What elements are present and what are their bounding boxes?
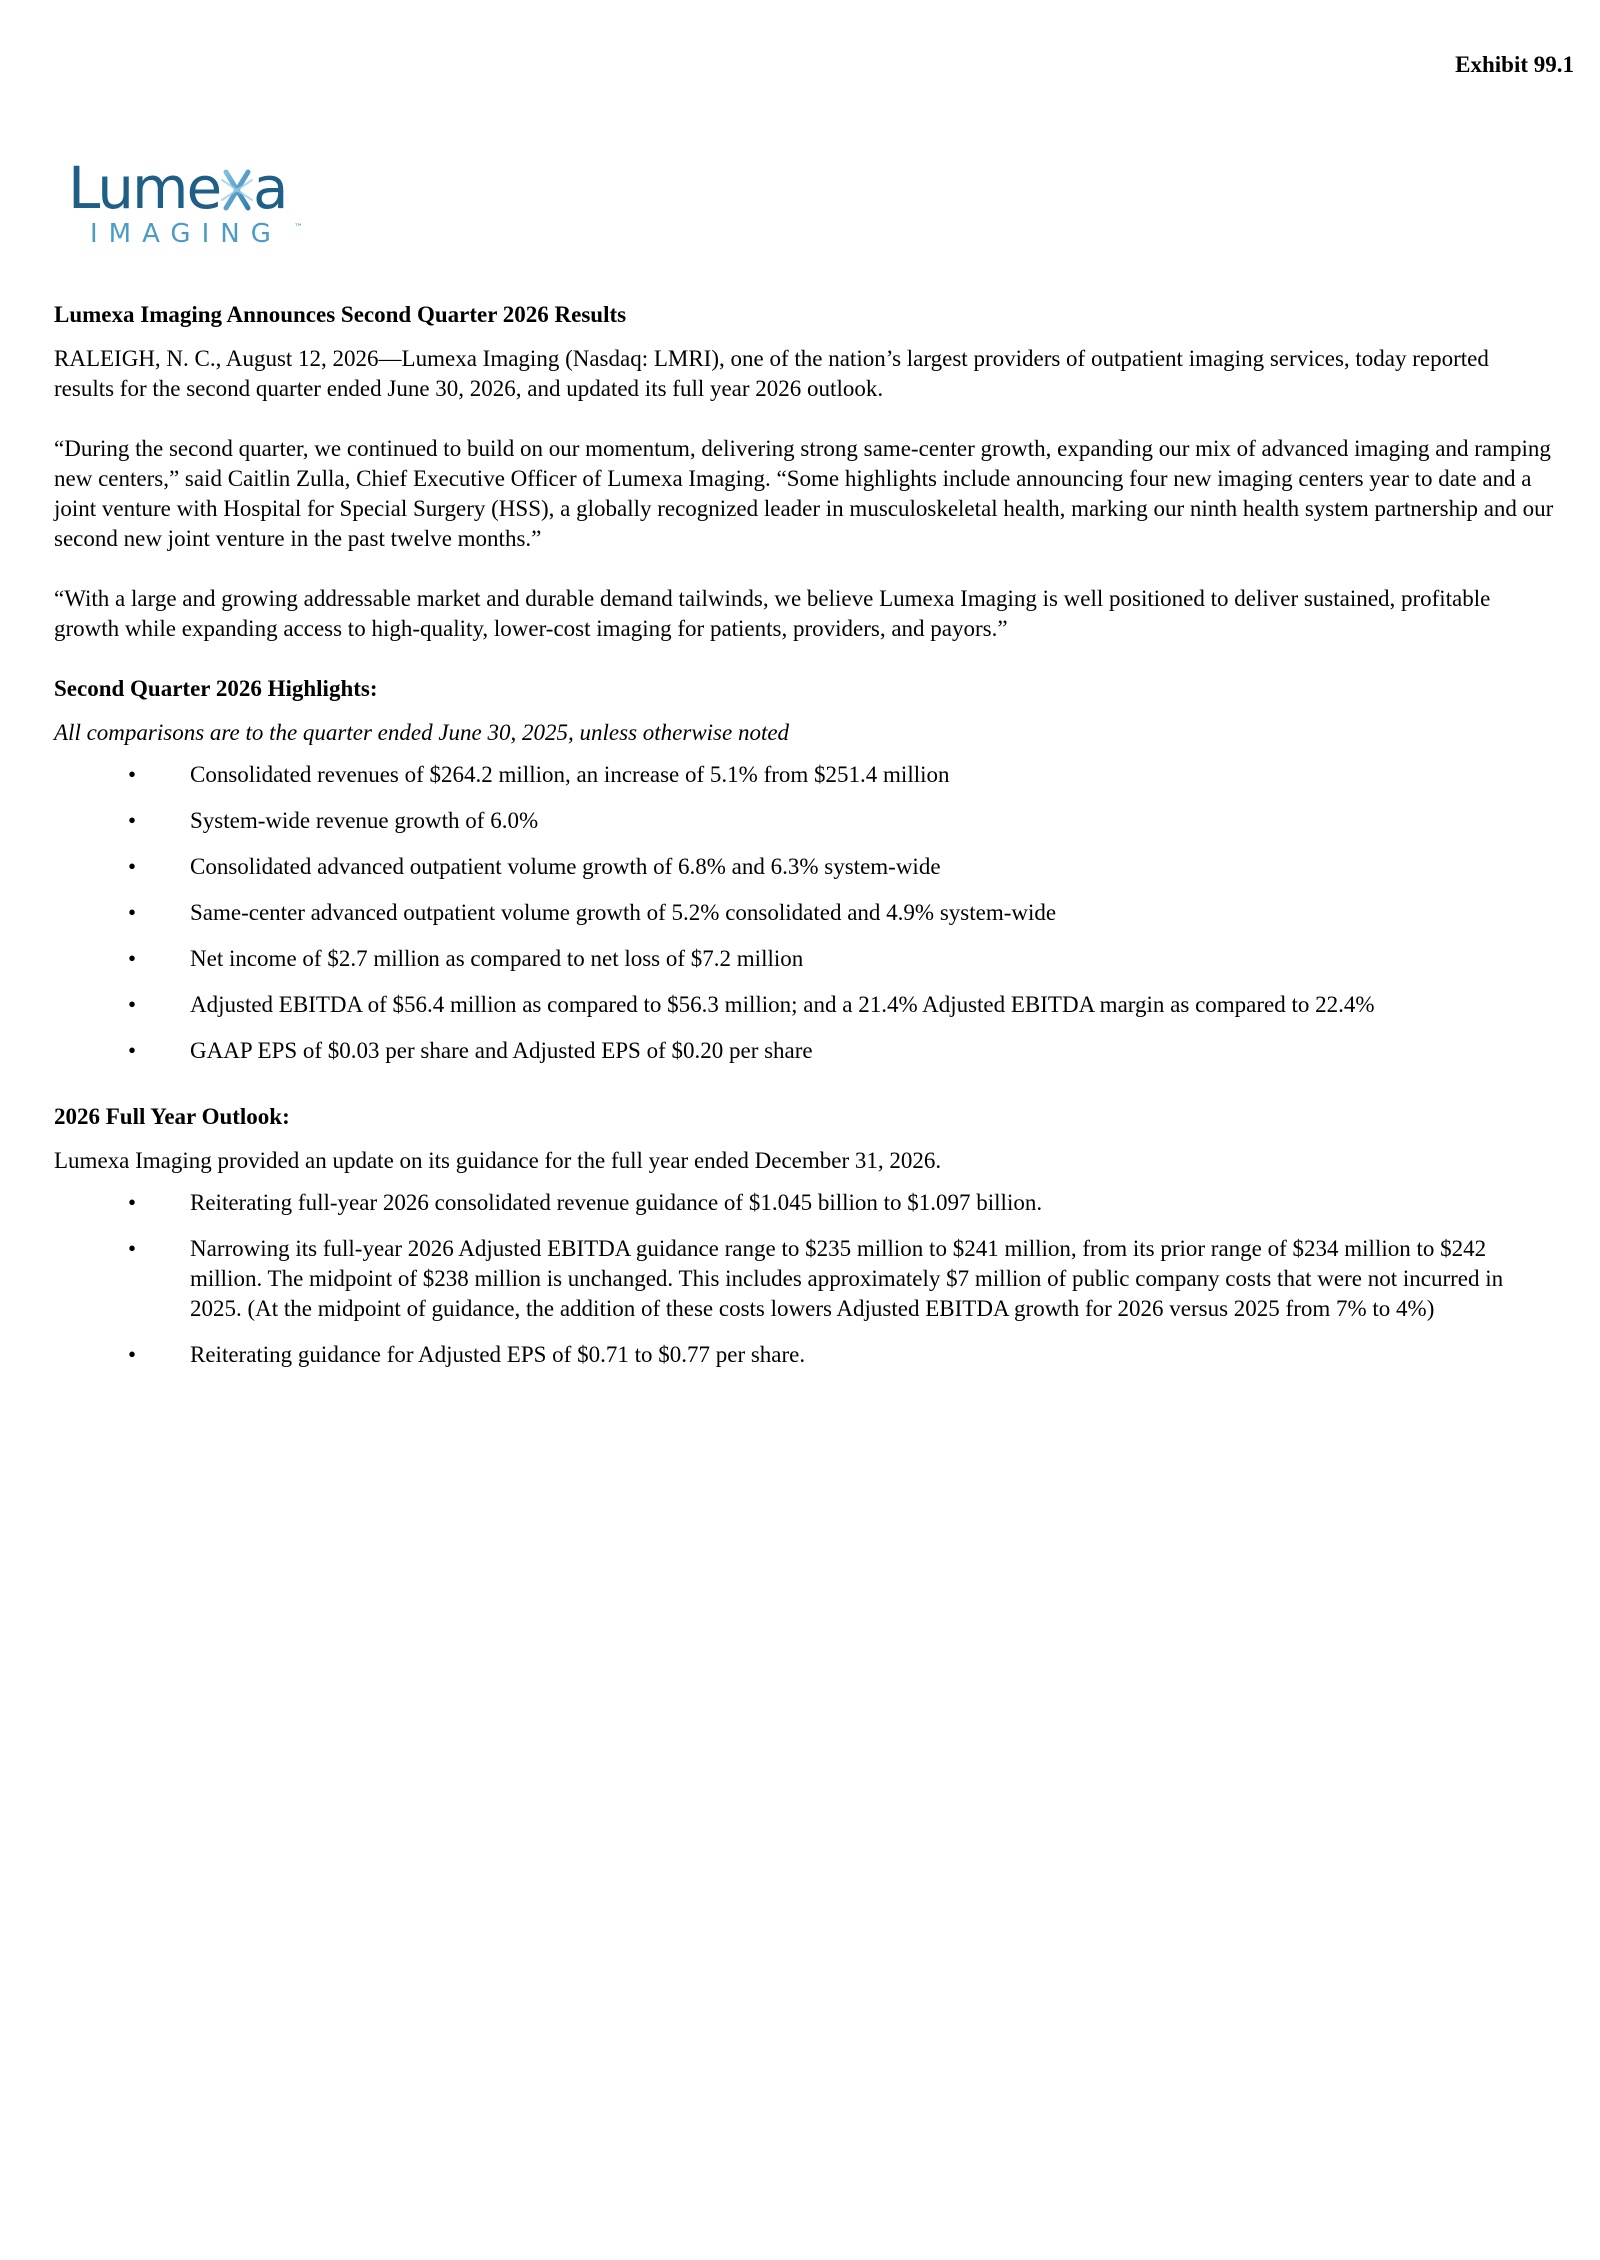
list-item: • Consolidated advanced outpatient volume growth of 6.8% and 6.3% system-wide: [54, 852, 1554, 882]
outlook-heading: 2026 Full Year Outlook:: [54, 1104, 290, 1129]
list-item: • Same-center advanced outpatient volume growth of 5.2% consolidated and 4.9% system-wide: [54, 898, 1554, 928]
highlights-note: All comparisons are to the quarter ended June 30, 2025, unless otherwise noted: [54, 720, 790, 745]
list-item: • Net income of $2.7 million as compared to net loss of $7.2 million: [54, 944, 1554, 974]
list-item: • Adjusted EBITDA of $56.4 million as compared to $56.3 million; and a 21.4% Adjusted EBITDA margin as compared to 22.4%: [54, 990, 1554, 1020]
release-body: [54, 300, 1554, 1406]
svg-text:IMAGING: IMAGING: [90, 219, 282, 249]
logo-x-mark: [222, 172, 252, 208]
list-item: • Consolidated revenues of $264.2 million, an increase of 5.1% from $251.4 million: [54, 760, 1554, 790]
list-item: • Narrowing its full-year 2026 Adjusted EBITDA guidance range to $235 million to $241 million, from its prior range of $234 million to $242 million. The midpoint of $238 million is unchanged. This includes approximately $7 million of public company costs that were not incurred in 2025. (At the midpoint of guidance, the addition of these costs lowers Adjusted EBITDA growth for 2026 versus 2025 from 7% to 4%): [128, 1236, 1504, 1321]
bullet-icon: •: [128, 992, 137, 1017]
list-item: • GAAP EPS of $0.03 per share and Adjusted EPS of $0.20 per share: [54, 1036, 1554, 1066]
dateline-paragraph: RALEIGH, N. C., August 12, 2026—Lumexa Imaging (Nasdaq: LMRI), one of the nation’s largest providers of outpatient imaging services, today reported results for the second quarter ended June 30, 2026, and updated its full year 2026 outlook.: [54, 346, 1489, 401]
outlook-intro: Lumexa Imaging provided an update on its guidance for the full year ended December 31, 2026.: [54, 1148, 942, 1173]
list-item: • System-wide revenue growth of 6.0%: [54, 806, 1554, 836]
bullet-icon: •: [128, 1190, 137, 1215]
highlights-list: [54, 760, 1554, 1066]
outlook-list: [54, 1188, 1554, 1370]
svg-text:™: ™: [294, 223, 303, 233]
release-title: Lumexa Imaging Announces Second Quarter 2026 Results: [54, 302, 627, 327]
list-item: • Reiterating full-year 2026 consolidated revenue guidance of $1.045 billion to $1.097 billion.: [54, 1188, 1554, 1218]
company-logo: [62, 150, 322, 260]
bullet-icon: •: [128, 1236, 137, 1261]
market-quote-paragraph: “With a large and growing addressable market and durable demand tailwinds, we believe Lumexa Imaging is well positioned to deliver sustained, profitable growth while expanding access to high-quality, lower-cost imaging for patients, providers, and payors.”: [54, 586, 1491, 641]
bullet-icon: •: [128, 854, 137, 879]
bullet-icon: •: [128, 1038, 137, 1063]
bullet-icon: •: [128, 946, 137, 971]
list-item: • Reiterating guidance for Adjusted EPS of $0.71 to $0.77 per share.: [54, 1340, 1554, 1370]
document-page: [54, 0, 1574, 2260]
bullet-icon: •: [128, 762, 137, 787]
svg-text:a: a: [253, 154, 289, 222]
highlights-heading: Second Quarter 2026 Highlights:: [54, 676, 378, 701]
exhibit-label: Exhibit 99.1: [1455, 52, 1574, 77]
bullet-icon: •: [128, 808, 137, 833]
bullet-icon: •: [128, 1342, 137, 1367]
svg-text:Lume: Lume: [68, 154, 221, 222]
bullet-icon: •: [128, 900, 137, 925]
ceo-quote-paragraph: “During the second quarter, we continued to build on our momentum, delivering strong same-center growth, expanding our mix of advanced imaging and ramping new centers,” said Caitlin Zulla, Chief Executive Officer of Lumexa Imaging. “Some highlights include announcing four new imaging centers year to date and a joint venture with Hospital for Special Surgery (HSS), a globally recognized leader in musculoskeletal health, marking our ninth health system partnership and our second new joint venture in the past twelve months.”: [54, 436, 1554, 551]
